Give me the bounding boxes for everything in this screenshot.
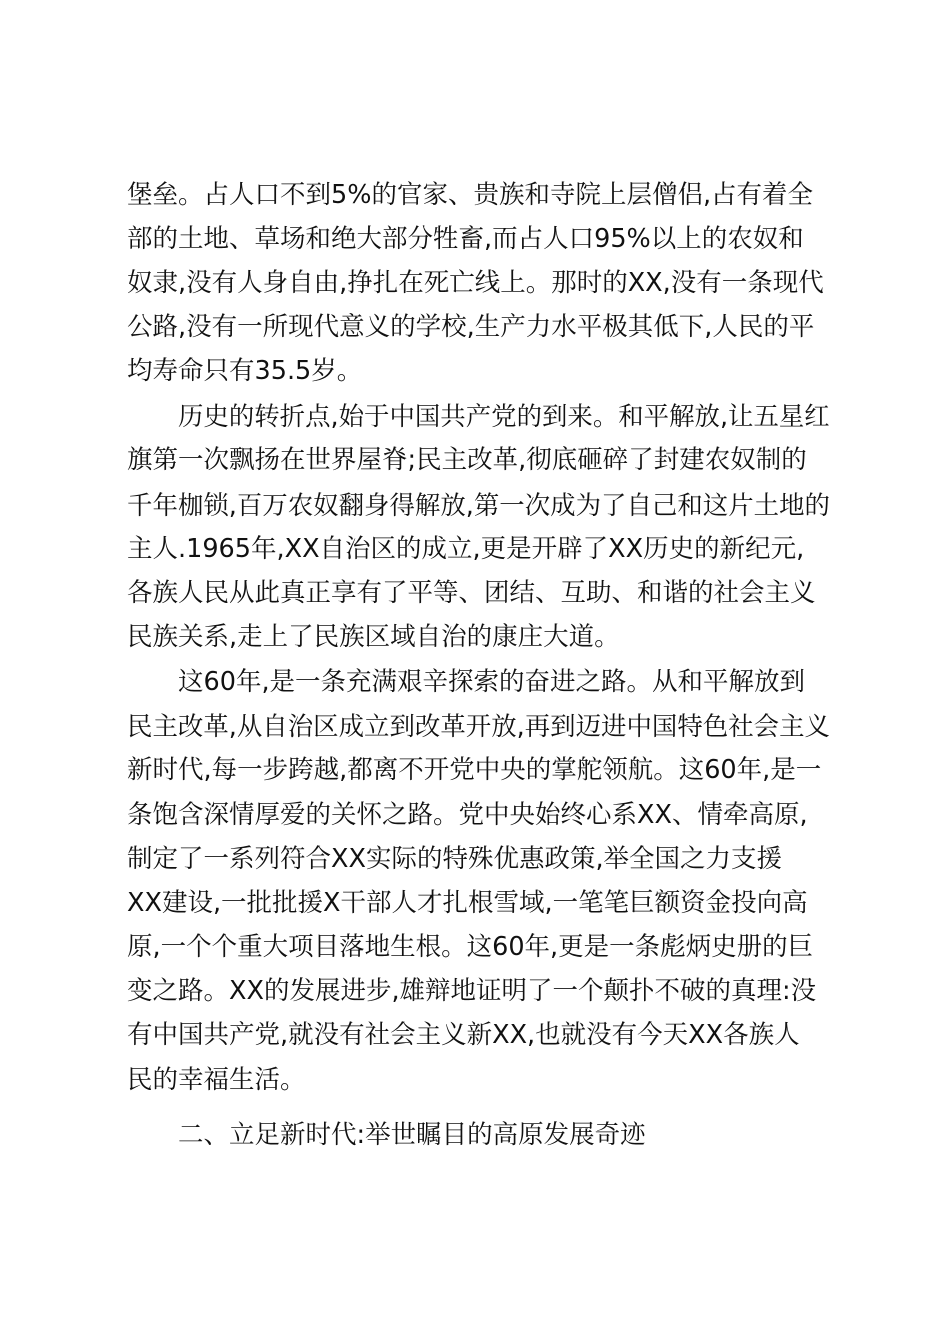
line-text: 民的幸福生活。 <box>127 1065 306 1095</box>
text-line <box>0 219 950 259</box>
text-line <box>0 971 950 1011</box>
text-line <box>0 1015 950 1055</box>
line-text: 均寿命只有35.5岁。 <box>127 356 363 386</box>
text-line <box>0 175 950 215</box>
text-line <box>0 662 950 702</box>
line-text: 部的土地、草场和绝大部分牲畜,而占人口95%以上的农奴和 <box>127 224 804 254</box>
text-line <box>0 307 950 347</box>
text-line <box>0 263 950 303</box>
line-text: 千年枷锁,百万农奴翻身得解放,第一次成为了自己和这片土地的 <box>127 490 830 520</box>
line-text: 有中国共产党,就没有社会主义新XX,也就没有今天XX各族人 <box>127 1020 800 1050</box>
text-line <box>0 883 950 923</box>
text-line <box>0 485 950 525</box>
line-text: 堡垒。占人口不到5%的官家、贵族和寺院上层僧侣,占有着全 <box>127 180 814 210</box>
text-line <box>0 573 950 613</box>
line-text: 原,一个个重大项目落地生根。这60年,更是一条彪炳史册的巨 <box>127 932 814 962</box>
line-text: 各族人民从此真正享有了平等、团结、互助、和谐的社会主义 <box>127 578 816 608</box>
text-line <box>0 351 950 391</box>
line-text: 条饱含深情厚爱的关怀之路。党中央始终心系XX、情牵高原, <box>127 800 808 830</box>
line-text: 旗第一次飘扬在世界屋脊;民主改革,彻底砸碎了封建农奴制的 <box>127 445 807 475</box>
line-text: 制定了一系列符合XX实际的特殊优惠政策,举全国之力支援 <box>127 844 783 874</box>
text-line <box>0 1060 950 1100</box>
line-text: 奴隶,没有人身自由,挣扎在死亡线上。那时的XX,没有一条现代 <box>127 268 824 298</box>
text-line <box>0 529 950 569</box>
text-line <box>0 440 950 480</box>
text-line <box>0 396 950 436</box>
line-text: 变之路。XX的发展进步,雄辩地证明了一个颠扑不破的真理:没 <box>127 976 817 1006</box>
line-text: 新时代,每一步跨越,都离不开党中央的掌舵领航。这60年,是一 <box>127 755 822 785</box>
text-line <box>0 839 950 879</box>
line-text: XX建设,一批批援X干部人才扎根雪域,一笔笔巨额资金投向高 <box>127 888 808 918</box>
line-text: 历史的转折点,始于中国共产党的到来。和平解放,让五星红 <box>178 401 830 431</box>
line-text: 这60年,是一条充满艰辛探索的奋进之路。从和平解放到 <box>178 667 806 697</box>
line-text: 民族关系,走上了民族区域自治的康庄大道。 <box>127 622 620 652</box>
text-line <box>0 750 950 790</box>
line-text: 主人.1965年,XX自治区的成立,更是开辟了XX历史的新纪元, <box>127 534 805 564</box>
section-heading <box>0 1115 950 1155</box>
text-line <box>0 927 950 967</box>
line-text: 公路,没有一所现代意义的学校,生产力水平极其低下,人民的平 <box>127 312 815 342</box>
text-line <box>0 617 950 657</box>
section-heading-text: 二、立足新时代:举世瞩目的高原发展奇迹 <box>178 1120 646 1150</box>
text-line <box>0 795 950 835</box>
text-line <box>0 706 950 746</box>
line-text: 民主改革,从自治区成立到改革开放,再到迈进中国特色社会主义 <box>127 711 830 741</box>
